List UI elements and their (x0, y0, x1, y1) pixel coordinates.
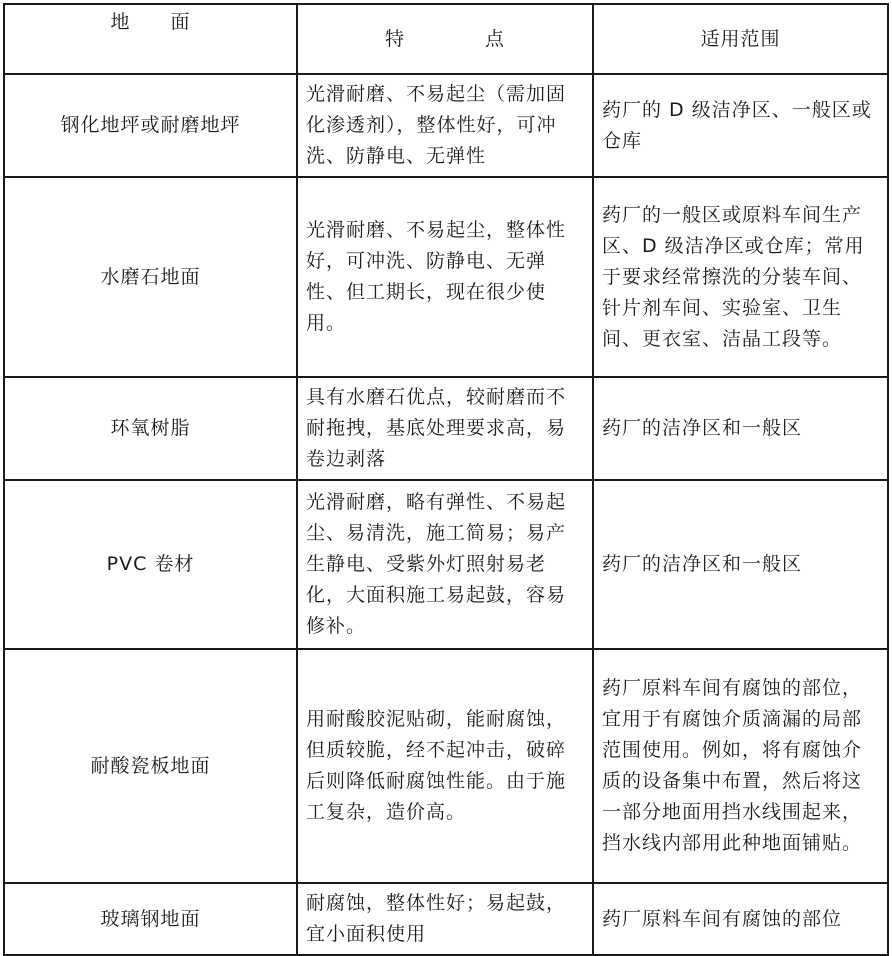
header-row (4, 4, 888, 74)
scope-cell: 药厂的洁净区和一般区 (593, 377, 888, 480)
features-cell: 光滑耐磨、不易起尘，整体性好，可冲洗、防静电、无弹性、但工期长，现在很少使用。 (297, 177, 593, 377)
header-features: 特 点 (297, 4, 593, 74)
table-row (4, 177, 888, 377)
ground-type-cell: 玻璃钢地面 (4, 883, 297, 955)
table-row (4, 883, 888, 955)
table-row (4, 377, 888, 480)
features-cell: 耐腐蚀，整体性好；易起鼓，宜小面积使用 (297, 883, 593, 955)
scope-cell: 药厂原料车间有腐蚀的部位 (593, 883, 888, 955)
features-cell: 光滑耐磨，略有弹性、不易起尘、易清洗，施工简易；易产生静电、受紫外灯照射易老化，大面积施工易起鼓，容易修补。 (297, 480, 593, 649)
features-cell: 用耐酸胶泥贴砌，能耐腐蚀，但质较脆，经不起冲击，破碎后则降低耐腐蚀性能。由于施工复杂，造价高。 (297, 649, 593, 883)
header-scope: 适用范围 (593, 4, 888, 74)
features-cell: 具有水磨石优点，较耐磨而不耐拖拽，基底处理要求高，易卷边剥落 (297, 377, 593, 480)
ground-type-cell: 环氧树脂 (4, 377, 297, 480)
ground-type-cell: 耐酸瓷板地面 (4, 649, 297, 883)
ground-type-cell: 水磨石地面 (4, 177, 297, 377)
scope-cell: 药厂原料车间有腐蚀的部位，宜用于有腐蚀介质滴漏的局部范围使用。例如，将有腐蚀介质的设备集中布置，然后将这一部分地面用挡水线围起来，挡水线内部用此种地面铺贴。 (593, 649, 888, 883)
table-row (4, 480, 888, 649)
features-cell: 光滑耐磨、不易起尘（需加固化渗透剂），整体性好，可冲洗、防静电、无弹性 (297, 74, 593, 177)
header-ground: 地 面 (4, 4, 297, 74)
ground-type-cell: PVC 卷材 (4, 480, 297, 649)
table-row (4, 649, 888, 883)
scope-cell: 药厂的一般区或原料车间生产区、D 级洁净区或仓库；常用于要求经常擦洗的分装车间、针片剂车间、实验室、卫生间、更衣室、洁晶工段等。 (593, 177, 888, 377)
table-row (4, 74, 888, 177)
ground-type-cell: 钢化地坪或耐磨地坪 (4, 74, 297, 177)
scope-cell: 药厂的 D 级洁净区、一般区或仓库 (593, 74, 888, 177)
scope-cell: 药厂的洁净区和一般区 (593, 480, 888, 649)
flooring-table (3, 3, 889, 956)
